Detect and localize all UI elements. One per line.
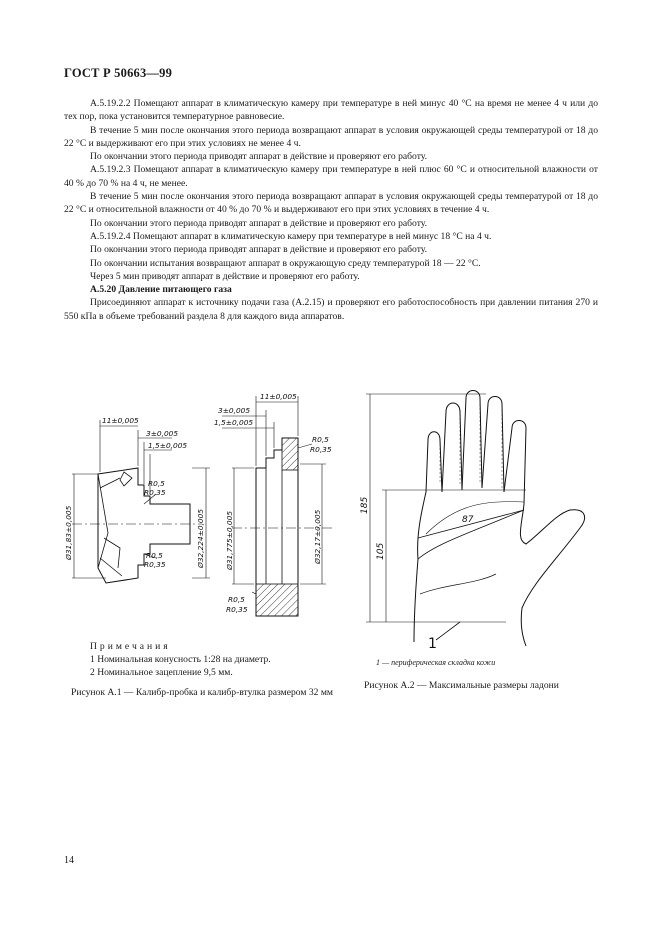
paragraph: В течение 5 мин после окончания этого периода возвращают аппарат в условия окружающей среды температурой от 18 до 22 °С и относительной влажности от 40 % до 70 % и выдерживают его при этих условиях в течение 4 ч. bbox=[64, 191, 598, 216]
paragraph: По окончании этого периода приводят аппарат в действие и проверяют его работу. bbox=[90, 217, 428, 229]
section-paragraph: Присоединяют аппарат к источнику подачи газа (А.2.15) и проверяют его работоспособность при давлении питания 270 и 550 кПа в объеме требований раздела 8 для каждого вида аппаратов. bbox=[64, 297, 598, 322]
sleeve-gauge-drawing bbox=[212, 388, 340, 618]
palm-dim-105: 105 bbox=[376, 542, 386, 560]
palm-drawing bbox=[356, 384, 600, 654]
sleeve-dim-step1: 3±0,005 bbox=[218, 406, 251, 415]
plug-dim-step1: 3±0,005 bbox=[146, 429, 179, 438]
sleeve-diameter-small: Ø31,775±0,005 bbox=[225, 510, 234, 570]
note-item: 2 Номинальное зацепление 9,5 мм. bbox=[90, 667, 233, 678]
paragraph: По окончании этого периода приводят аппарат в действие и проверяют его работу. bbox=[90, 244, 428, 256]
palm-callout-number: 1 bbox=[428, 636, 437, 652]
sleeve-radius-bottom-a: R0,5 bbox=[228, 595, 245, 604]
paragraph: А.5.19.2.4 Помещают аппарат в климатическую камеру при температуре в ней минус 18 °С на 4 ч. bbox=[90, 230, 492, 242]
note-item: 1 Номинальная конусность 1:28 на диаметр. bbox=[90, 654, 271, 665]
sleeve-radius-top-b: R0,35 bbox=[310, 445, 332, 454]
sleeve-radius-bottom-b: R0,35 bbox=[226, 605, 248, 614]
doc-header: ГОСТ Р 50663—99 bbox=[64, 66, 173, 80]
palm-dim-185: 185 bbox=[360, 496, 370, 514]
paragraph: А.5.19.2.2 Помещают аппарат в климатическую камеру при температуре в ней минус 40 °С на время не менее 4 ч или до тех пор, пока установится температурное равновесие. bbox=[64, 98, 598, 123]
plug-radius-bottom-b: R0,35 bbox=[144, 560, 166, 569]
plug-diameter-small: Ø31,83±0,005 bbox=[64, 505, 73, 560]
notes-title: Примечания bbox=[90, 641, 171, 652]
figure2-legend: 1 — периферическая складка кожи bbox=[376, 658, 496, 667]
plug-diameter-large: Ø32,224±0,005 bbox=[196, 508, 205, 568]
figure1-notes bbox=[90, 640, 271, 679]
plug-gauge-drawing bbox=[60, 408, 210, 608]
palm-dim-87: 87 bbox=[462, 515, 474, 525]
figure2-caption: Рисунок А.2 — Максимальные размеры ладони bbox=[364, 680, 559, 691]
body-text bbox=[64, 97, 598, 323]
paragraph: А.5.19.2.3 Помещают аппарат в климатическую камеру при температуре в ней плюс 60 °С и относительной влажности от 40 % до 70 % на 4 ч, не менее. bbox=[64, 164, 598, 189]
figure1-caption: Рисунок А.1 — Калибр-пробка и калибр-втулка размером 32 мм bbox=[70, 687, 334, 698]
page-number: 14 bbox=[64, 855, 74, 866]
section-heading: А.5.20 Давление питающего газа bbox=[90, 284, 232, 296]
paragraph: Через 5 мин приводят аппарат в действие и проверяют его работу. bbox=[90, 270, 360, 282]
sleeve-diameter-large: Ø32,17±0,005 bbox=[313, 509, 322, 564]
paragraph: По окончании испытания возвращают аппарат в окружающую среду температурой 18 — 22 °С. bbox=[90, 257, 481, 269]
sleeve-dim-length: 11±0,005 bbox=[260, 392, 297, 401]
sleeve-dim-step2: 1,5±0,005 bbox=[214, 418, 254, 427]
plug-radius-top-b: R0,35 bbox=[144, 488, 166, 497]
sleeve-radius-top-a: R0,5 bbox=[312, 435, 329, 444]
paragraph: По окончании этого периода приводят аппарат в действие и проверяют его работу. bbox=[90, 151, 428, 163]
plug-dim-step2: 1,5±0,005 bbox=[148, 441, 188, 450]
plug-radius-top-a: R0,5 bbox=[148, 479, 165, 488]
plug-dim-length: 11±0,005 bbox=[102, 416, 139, 425]
plug-radius-bottom-a: R0,5 bbox=[146, 551, 163, 560]
paragraph: В течение 5 мин после окончания этого периода возвращают аппарат в условия окружающей среды температурой от 18 до 22 °С и выдерживают его при этих условиях не менее 4 ч. bbox=[64, 124, 598, 149]
